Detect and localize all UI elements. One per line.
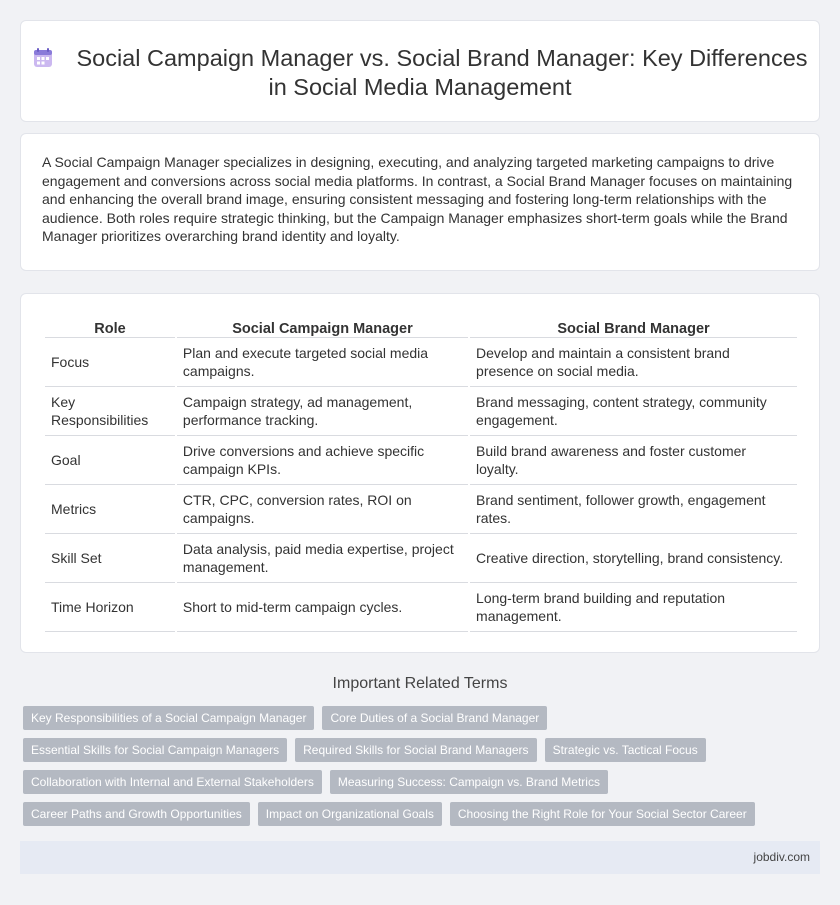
related-term-tag[interactable]: Career Paths and Growth Opportunities xyxy=(23,802,250,826)
brand-cell: Long-term brand building and reputation management. xyxy=(470,583,797,632)
campaign-cell: Data analysis, paid media expertise, project management. xyxy=(177,534,468,583)
header-brand-manager: Social Brand Manager xyxy=(470,315,797,338)
table-row xyxy=(45,338,797,387)
header-role: Role xyxy=(45,315,175,338)
row-label: Metrics xyxy=(45,485,175,534)
brand-cell: Brand messaging, content strategy, community engagement. xyxy=(470,387,797,436)
brand-cell: Brand sentiment, follower growth, engagement rates. xyxy=(470,485,797,534)
campaign-cell: Campaign strategy, ad management, performance tracking. xyxy=(177,387,468,436)
row-label: Skill Set xyxy=(45,534,175,583)
related-term-tag[interactable]: Core Duties of a Social Brand Manager xyxy=(322,706,547,730)
row-label: Goal xyxy=(45,436,175,485)
table-row xyxy=(45,583,797,632)
related-terms-tags xyxy=(23,706,823,834)
table-row xyxy=(45,387,797,436)
table-header-row xyxy=(45,315,797,338)
brand-cell: Develop and maintain a consistent brand presence on social media. xyxy=(470,338,797,387)
table-row xyxy=(45,534,797,583)
intro-paragraph: A Social Campaign Manager specializes in designing, executing, and analyzing targeted marketing campaigns to drive engagement and conversions across social media platforms. In contrast, a Social Brand Manager focuses on maintaining and enhancing the overall brand image, ensuring consistent messaging and fostering long-term relationships with the audience. Both roles require strategic thinking, but the Campaign Manager emphasizes short-term goals while the Brand Manager prioritizes overarching brand identity and loyalty. xyxy=(42,154,793,244)
related-term-tag[interactable]: Strategic vs. Tactical Focus xyxy=(545,738,706,762)
related-term-tag[interactable]: Measuring Success: Campaign vs. Brand Metrics xyxy=(330,770,608,794)
related-term-tag[interactable]: Impact on Organizational Goals xyxy=(258,802,442,826)
related-term-tag[interactable]: Required Skills for Social Brand Managers xyxy=(295,738,536,762)
related-term-tag[interactable]: Choosing the Right Role for Your Social Sector Career xyxy=(450,802,755,826)
related-term-tag[interactable]: Essential Skills for Social Campaign Managers xyxy=(23,738,287,762)
row-label: Key Responsibilities xyxy=(45,387,175,436)
brand-cell: Creative direction, storytelling, brand consistency. xyxy=(470,534,797,583)
row-label: Focus xyxy=(45,338,175,387)
related-term-tag[interactable]: Collaboration with Internal and External Stakeholders xyxy=(23,770,322,794)
intro-card xyxy=(20,133,820,271)
comparison-table xyxy=(43,315,799,632)
calendar-icon xyxy=(32,47,54,69)
table-row xyxy=(45,436,797,485)
related-terms-title: Important Related Terms xyxy=(332,675,508,692)
brand-cell: Build brand awareness and foster customer loyalty. xyxy=(470,436,797,485)
page-title: Social Campaign Manager vs. Social Brand Manager: Key Differences in Social Media Management xyxy=(76,45,808,100)
campaign-cell: Plan and execute targeted social media campaigns. xyxy=(177,338,468,387)
page-title-wrap xyxy=(21,44,819,102)
campaign-cell: Short to mid-term campaign cycles. xyxy=(177,583,468,632)
comparison-table-card xyxy=(20,293,820,653)
table-row xyxy=(45,485,797,534)
header-card xyxy=(20,20,820,122)
row-label: Time Horizon xyxy=(45,583,175,632)
header-campaign-manager: Social Campaign Manager xyxy=(177,315,468,338)
campaign-cell: Drive conversions and achieve specific campaign KPIs. xyxy=(177,436,468,485)
footer xyxy=(20,841,820,874)
footer-site-link[interactable]: jobdiv.com xyxy=(753,850,810,864)
related-term-tag[interactable]: Key Responsibilities of a Social Campaign Manager xyxy=(23,706,314,730)
campaign-cell: CTR, CPC, conversion rates, ROI on campaigns. xyxy=(177,485,468,534)
